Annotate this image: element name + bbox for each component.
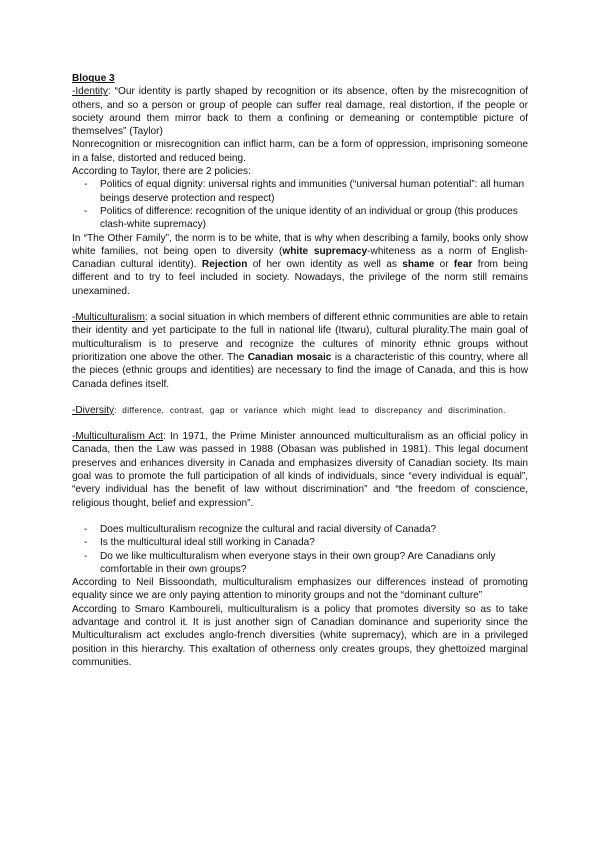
list-item: - Do we like multiculturalism when everyone stays in their own group? Are Canadians only comfortable in their own groups? — [72, 550, 528, 577]
text-run: from being different and to try to feel included in society. Nowadays, the privilege of the norm still remains unexamined. — [72, 259, 528, 297]
spacer — [72, 391, 528, 404]
text-run: is a characteristic of this country, where all the pieces (ethnic groups and identities) are necessary to find the image of Canada, and this is how Canada defines itself. — [72, 351, 528, 390]
text-run: -whiteness as a norm of English-Canadian cultural identity). — [72, 245, 529, 271]
bold-term: white supremacy — [282, 245, 368, 257]
list-item: - Does multiculturalism recognize the cultural and racial diversity of Canada? — [72, 523, 528, 536]
questions-list — [72, 523, 528, 576]
multiculturalism-definition — [72, 311, 528, 391]
taylor-policies-intro: According to Taylor, there are 2 policies: — [72, 166, 251, 178]
text-run: : a social situation in which members of different ethnic communities are able to retain their identity and yet participate to the full in national life (Itwaru), cultural plurality.The main goal of multiculturalism is to preserve and recognize the cultures of minority ethnic groups without prioritization one above the other. The — [72, 312, 528, 363]
bold-term: shame — [402, 259, 435, 271]
spacer — [72, 298, 528, 311]
multiculturalism-term: -Multiculturalism — [72, 312, 145, 324]
list-item: - Politics of equal dignity: universal rights and immunities (“universal human potential”: all human beings deserve protection and respect) — [72, 178, 528, 205]
bissoondath-paragraph: According to Neil Bissoondath, multiculturalism emphasizes our differences instead of promoting equality since we are only paying attention to minority groups and not the “dominant culture” — [72, 577, 528, 602]
text-run: or — [434, 259, 454, 271]
identity-term: -Identity — [72, 86, 108, 98]
bold-term: Canadian mosaic — [247, 351, 332, 363]
text-run: In “The Other Family”, the norm is to be white, that is why when describing a family, books only show white families, not being open to diversity ( — [72, 232, 528, 257]
taylor-policies-list — [72, 178, 528, 231]
diversity-term: -Diversity — [72, 404, 115, 416]
list-item: - Politics of difference: recognition of the unique identity of an individual or group (this produces clash-white supremacy) — [72, 205, 528, 232]
spacer — [72, 417, 528, 430]
multiculturalism-act-paragraph — [72, 430, 528, 510]
diversity-text: : difference, contrast, gap or variance which might lead to discrepancy and discrimination. — [114, 405, 506, 415]
text-run: of her own identity as well as — [247, 259, 403, 271]
misrecognition-paragraph: Nonrecognition or misrecognition can inflict harm, can be a form of oppression, imprisoning someone in a false, distorted and reduced being. — [72, 139, 528, 164]
bold-term: Rejection — [201, 259, 248, 271]
identity-definition — [72, 85, 528, 138]
bold-term: fear — [453, 259, 473, 271]
list-item: - Is the multicultural ideal still working in Canada? — [72, 536, 528, 549]
section-title: Bloque 3 — [72, 73, 115, 84]
multiculturalism-act-term: -Multiculturalism Act — [72, 431, 164, 443]
document-page — [72, 72, 528, 669]
kamboureli-paragraph: According to Smaro Kamboureli, multiculturalism is a policy that promotes diversity so as to take advantage and control it. It is just another sign of Canadian dominance and superiority since the Multiculturalism act excludes anglo-french diversities (white supremacy), which are in a privileged position in this hierarchy. This exaltation of otherness only creates groups, they ghettoized marginal communities. — [72, 603, 528, 668]
other-family-paragraph — [72, 232, 528, 298]
spacer — [72, 510, 528, 523]
identity-quote: : “Our identity is partly shaped by recognition or its absence, often by the misrecognition of others, and so a person or group of people can suffer real damage, real distortion, if the people or society around them mirror back to them a confining or demeaning or contemptible picture of themselves” (Taylor) — [72, 86, 528, 138]
text-run: : In 1971, the Prime Minister announced multiculturalism as an official policy in Canada, then the Law was passed in 1988 (Obasan was published in 1981). This legal document preserves and enhances diversity in Canada and emphasizes diversity of Canadian society. Its main goal was to promote the full participation of all kinds of individuals, since “every individual is equal”, “every individual has the benefit of law without discrimination” and “the freedom of conscience, religious thought, belief and expression”. — [72, 431, 528, 509]
diversity-definition — [72, 404, 528, 417]
